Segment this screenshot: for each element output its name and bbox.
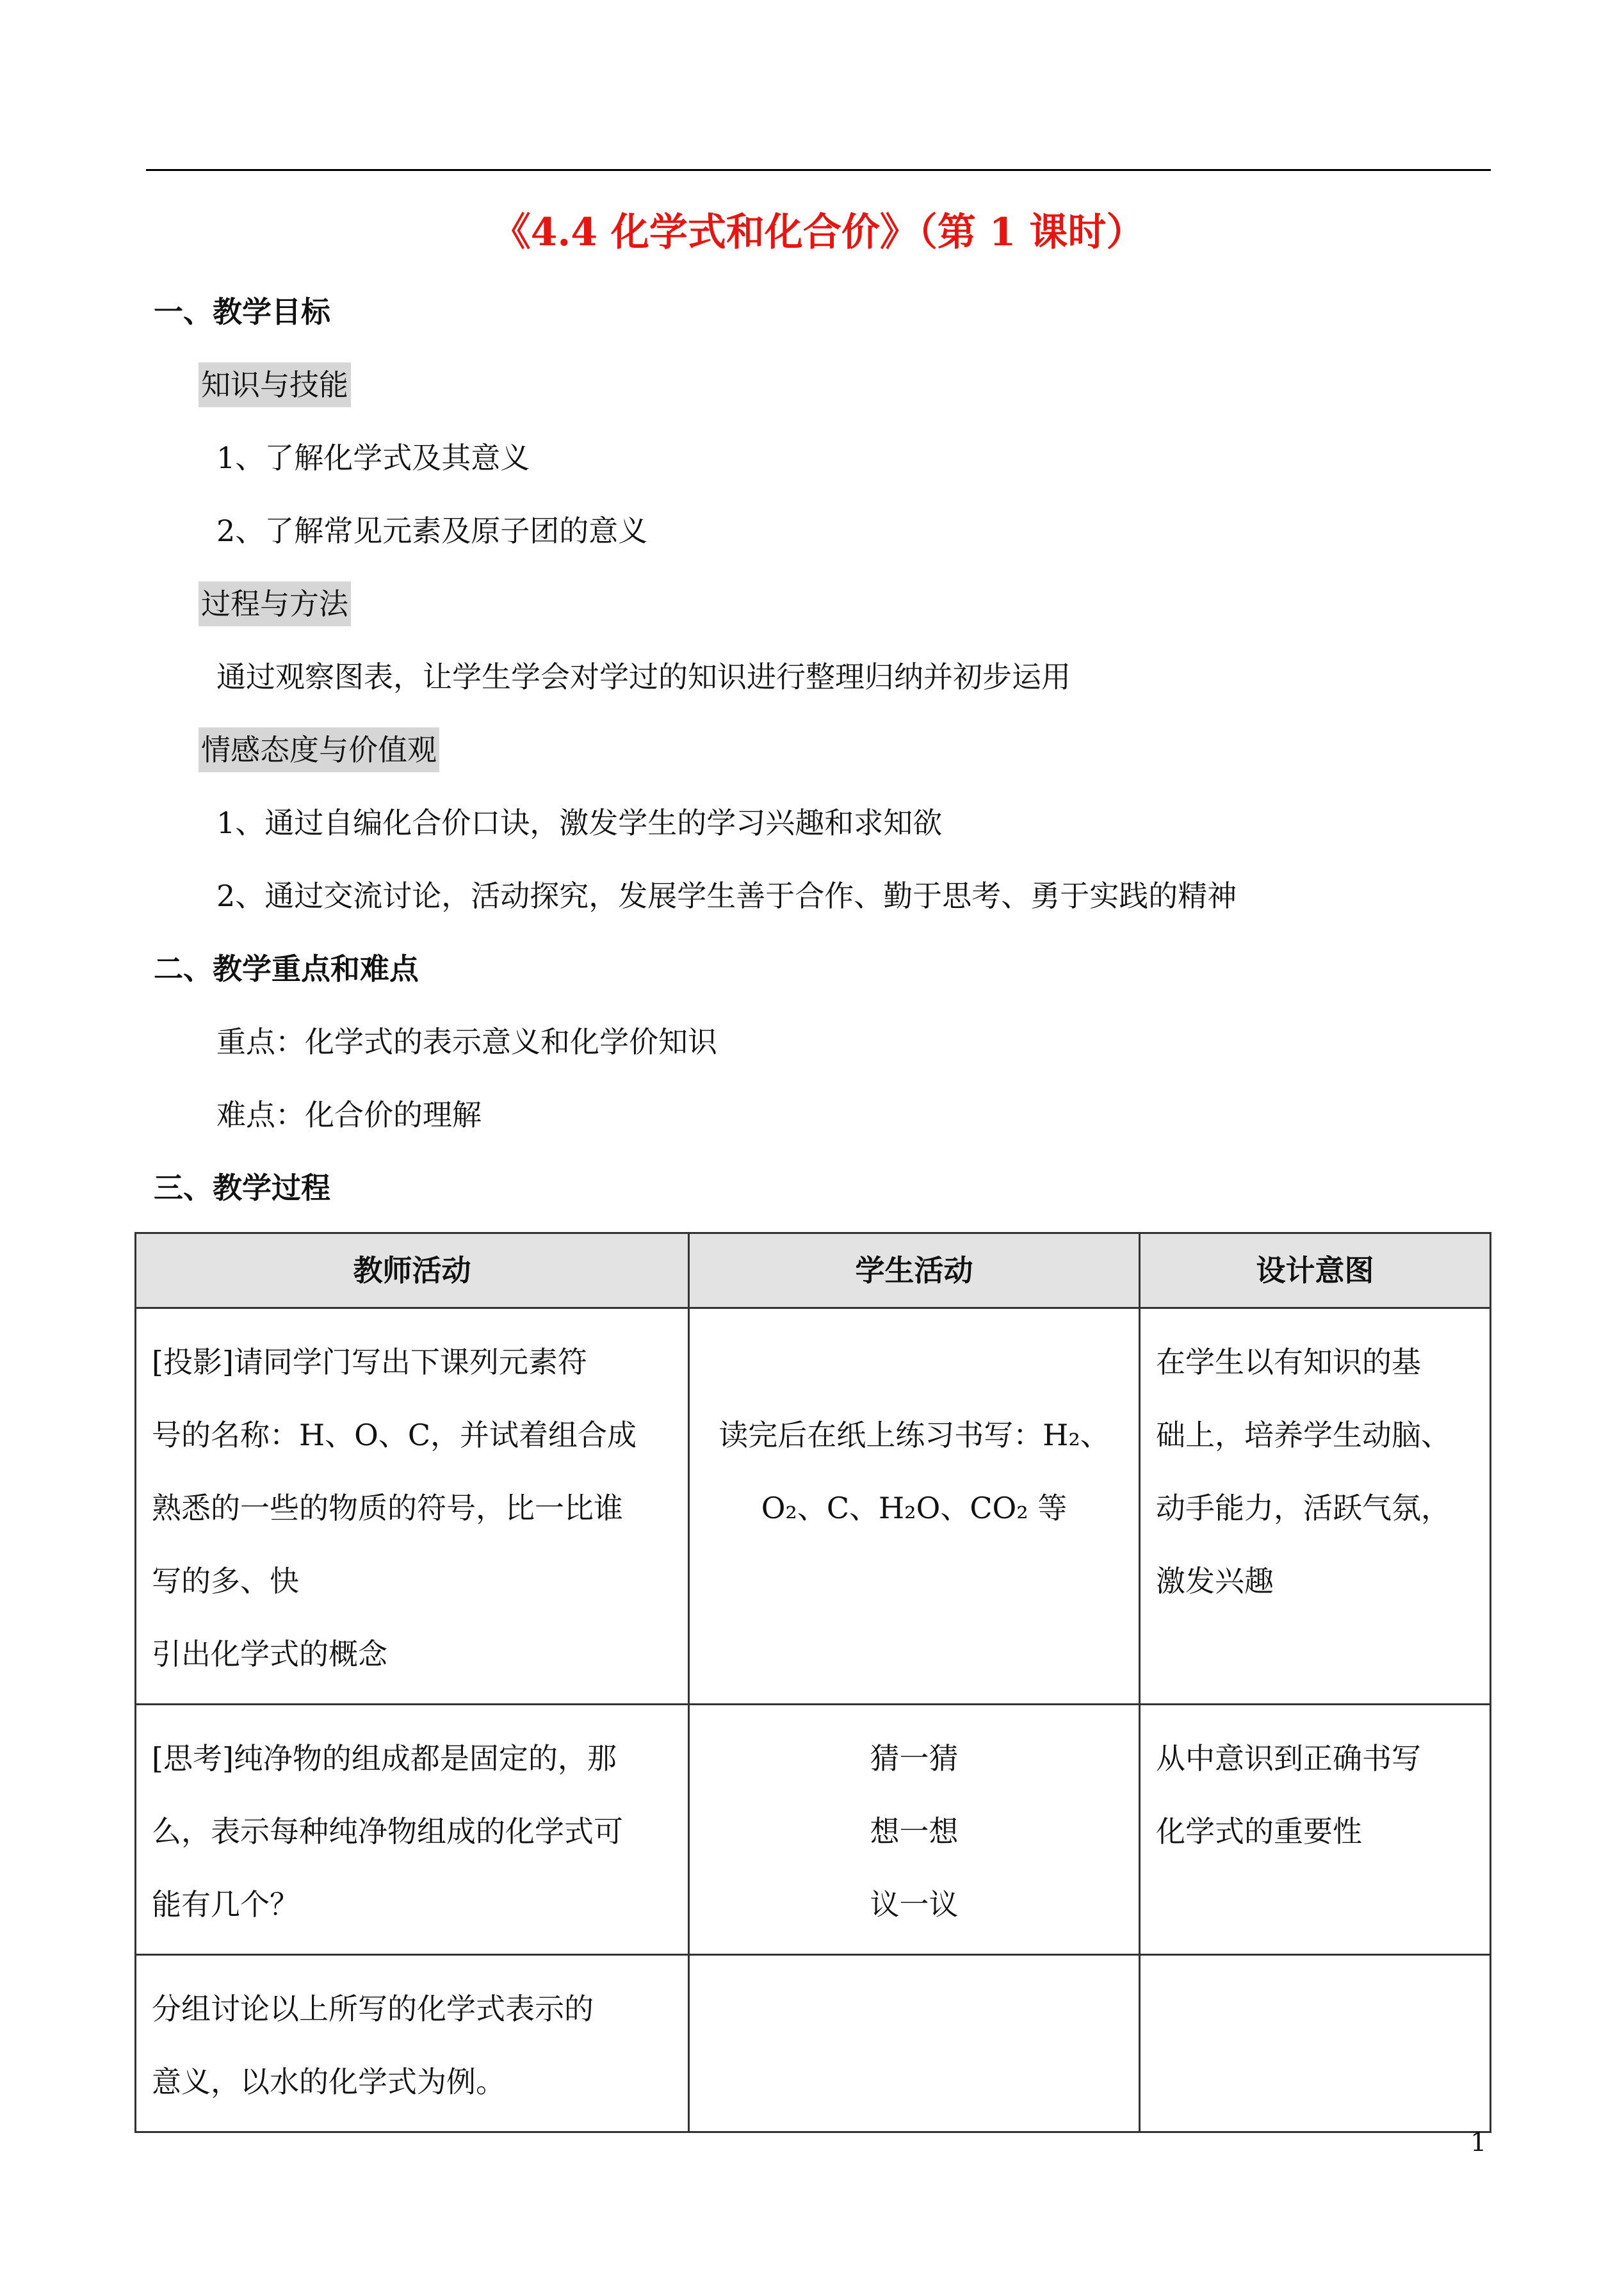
table-row (136, 1955, 1491, 2132)
teaching-process-table (134, 1232, 1491, 2133)
cell-line: 从中意识到正确书写 (1156, 1741, 1421, 1776)
cell-line: 能有几个？ (152, 1887, 299, 1922)
cell-line: 熟悉的一些的物质的符号，比一比谁 (152, 1491, 623, 1525)
knowledge-item-1: 1、了解化学式及其意义 (216, 441, 530, 475)
cell-line: 激发兴趣 (1156, 1564, 1274, 1598)
emotion-item-1: 1、通过自编化合价口诀，激发学生的学习兴趣和求知欲 (216, 806, 943, 840)
cell-line: 引出化学式的概念 (152, 1637, 387, 1671)
cell-line: 化学式的重要性 (1156, 1814, 1362, 1849)
cell-line: 动手能力，活跃气氛， (1156, 1491, 1450, 1525)
knowledge-item-2: 2、了解常见元素及原子团的意义 (216, 514, 648, 548)
cell-line: [思考]纯净物的组成都是固定的，那 (152, 1741, 617, 1776)
page-title: 《4.4 化学式和化合价》（第 1 课时） (492, 210, 1145, 255)
section-heading-objectives: 一、教学目标 (154, 295, 330, 329)
teacher-activity-cell (136, 1705, 689, 1955)
design-intent-cell (1140, 1308, 1491, 1705)
header-teacher-activity: 教师活动 (136, 1233, 689, 1308)
header-student-activity: 学生活动 (689, 1233, 1140, 1308)
cell-line: 分组讨论以上所写的化学式表示的 (152, 1991, 594, 2026)
cell-line: 写的多、快 (152, 1564, 299, 1598)
table-header-row (136, 1233, 1491, 1308)
cell-line: 在学生以有知识的基 (1156, 1345, 1421, 1379)
cell-line: 猜一猜 (870, 1741, 959, 1776)
design-intent-cell (1140, 1705, 1491, 1955)
cell-line: 号的名称：H、O、C，并试着组合成 (152, 1418, 637, 1452)
key-point-text: 重点：化学式的表示意义和化学价知识 (216, 1025, 717, 1059)
subheading-process-methods: 过程与方法 (199, 581, 351, 626)
cell-line: 础上，培养学生动脑、 (1156, 1418, 1450, 1452)
header-rule (146, 169, 1491, 171)
student-activity-cell (689, 1955, 1140, 2132)
cell-line: [投影]请同学门写出下课列元素符 (152, 1345, 587, 1379)
cell-line: O₂、C、H₂O、CO₂ 等 (761, 1491, 1068, 1525)
process-text: 通过观察图表，让学生学会对学过的知识进行整理归纳并初步运用 (216, 660, 1071, 694)
cell-line: 么，表示每种纯净物组成的化学式可 (152, 1814, 623, 1849)
difficulty-text: 难点：化合价的理解 (216, 1098, 482, 1132)
cell-line: 想一想 (870, 1814, 959, 1849)
teacher-activity-cell (136, 1308, 689, 1705)
table-row (136, 1308, 1491, 1705)
teacher-activity-cell (136, 1955, 689, 2132)
table-row (136, 1705, 1491, 1955)
section-heading-key-points: 二、教学重点和难点 (154, 952, 419, 986)
student-activity-cell (689, 1705, 1140, 1955)
cell-line: 议一议 (870, 1887, 959, 1922)
design-intent-cell (1140, 1955, 1491, 2132)
cell-line: 读完后在纸上练习书写：H₂、 (719, 1418, 1110, 1452)
header-design-intent: 设计意图 (1140, 1233, 1491, 1308)
cell-line: 意义，以水的化学式为例。 (152, 2064, 505, 2099)
subheading-knowledge-skills: 知识与技能 (199, 362, 351, 407)
page-number: 1 (1470, 2128, 1487, 2157)
emotion-item-2: 2、通过交流讨论，活动探究，发展学生善于合作、勤于思考、勇于实践的精神 (216, 879, 1237, 913)
section-heading-teaching-process: 三、教学过程 (154, 1171, 330, 1205)
subheading-emotion-values: 情感态度与价值观 (199, 727, 439, 772)
student-activity-cell (689, 1308, 1140, 1705)
